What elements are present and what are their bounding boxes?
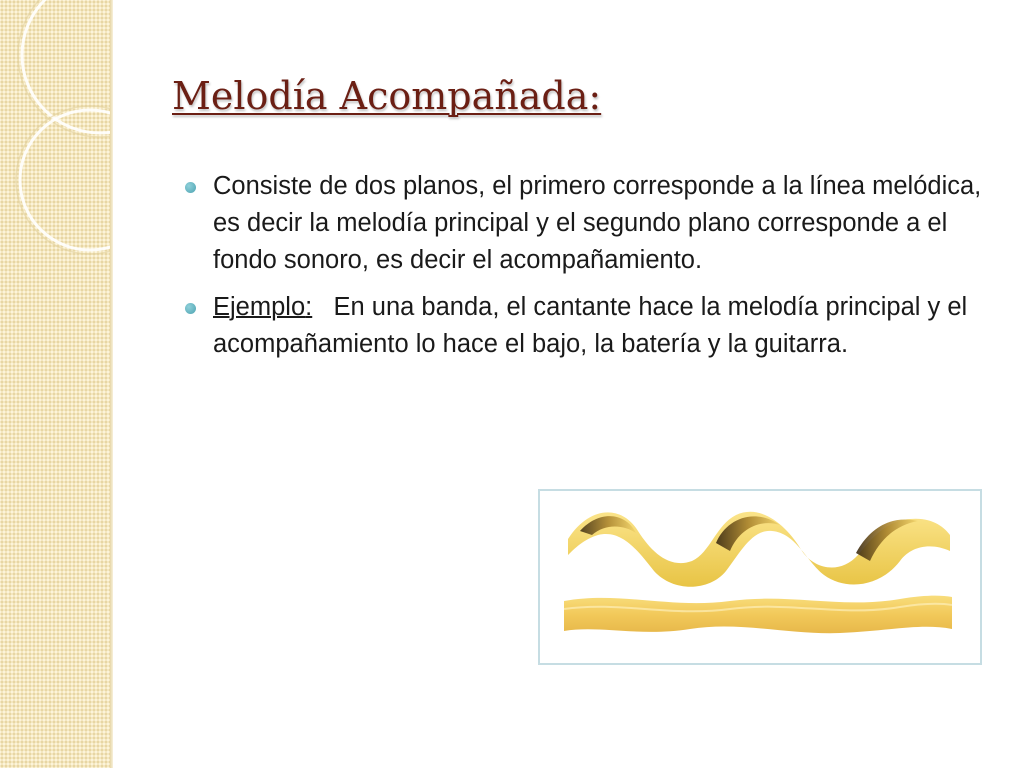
slide-title: Melodía Acompañada: — [172, 74, 602, 118]
bullet-item-example — [185, 289, 985, 363]
decorative-sidebar — [0, 0, 113, 768]
example-label: Ejemplo — [213, 293, 306, 321]
example-label-colon: : — [305, 293, 313, 321]
ribbon-drawing — [540, 491, 980, 663]
bullet-list — [185, 168, 985, 373]
bullet-text: Consiste de dos planos, el primero corresponde a la línea melódica, es decir la melodía principal y el segundo plano corresponde a el fondo sonoro, es decir el acompañamiento. — [213, 172, 982, 274]
wavy-ribbon-illustration — [538, 489, 982, 665]
bullet-item-definition — [185, 168, 985, 279]
bullet-dot-icon — [185, 182, 196, 193]
sidebar-edge — [110, 0, 113, 768]
bullet-text: En una banda, el cantante hace la melodía principal y el acompañamiento lo hace el bajo, la batería y la guitarra. — [213, 293, 968, 358]
bullet-dot-icon — [185, 303, 196, 314]
sidebar-circles-decoration — [0, 0, 113, 768]
